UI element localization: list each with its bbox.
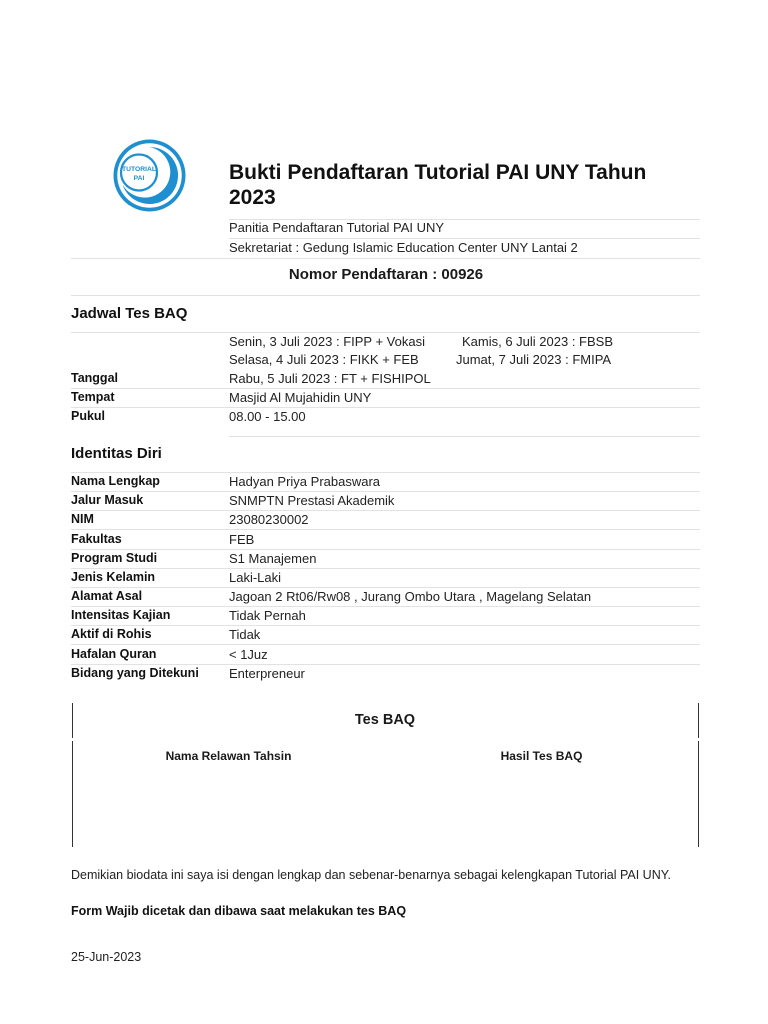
- schedule-heading: Jadwal Tes BAQ: [71, 305, 188, 322]
- identity-heading: Identitas Diri: [71, 445, 162, 462]
- value-jalur-masuk: SNMPTN Prestasi Akademik: [229, 493, 395, 508]
- label-hafalan-quran: Hafalan Quran: [71, 647, 157, 661]
- value-tempat: Masjid Al Mujahidin UNY: [229, 390, 372, 405]
- divider: [71, 407, 700, 408]
- value-hafalan-quran: < 1Juz: [229, 647, 268, 662]
- label-aktif-rohis: Aktif di Rohis: [71, 627, 152, 641]
- value-bidang-ditekuni: Enterpreneur: [229, 666, 305, 681]
- value-jenis-kelamin: Laki-Laki: [229, 570, 282, 585]
- document-date: 25-Jun-2023: [71, 950, 142, 964]
- baq-table-title: Tes BAQ: [354, 712, 416, 728]
- logo-text-bottom: PAI: [133, 175, 145, 182]
- value-alamat-asal: Jagoan 2 Rt06/Rw08 , Jurang Ombo Utara , Magelang Selatan: [229, 589, 592, 604]
- label-program-studi: Program Studi: [71, 551, 158, 565]
- schedule-date-1: Senin, 3 Juli 2023 : FIPP + Vokasi: [229, 334, 425, 349]
- label-tempat: Tempat: [71, 390, 115, 404]
- column-header-relawan: Nama Relawan Tahsin: [165, 749, 292, 763]
- label-pukul: Pukul: [71, 409, 106, 423]
- value-program-studi: S1 Manajemen: [229, 551, 317, 566]
- schedule-date-5: Jumat, 7 Juli 2023 : FMIPA: [456, 352, 612, 367]
- print-note: Form Wajib dicetak dan dibawa saat melakukan tes BAQ: [71, 904, 407, 918]
- value-intensitas-kajian: Tidak Pernah: [229, 608, 306, 623]
- organizer-text: Panitia Pendaftaran Tutorial PAI UNY: [229, 220, 445, 235]
- divider: [71, 332, 700, 333]
- label-alamat-asal: Alamat Asal: [71, 589, 143, 603]
- divider: [71, 388, 700, 389]
- value-nama-lengkap: Hadyan Priya Prabaswara: [229, 474, 381, 489]
- label-nim: NIM: [71, 512, 94, 526]
- label-jenis-kelamin: Jenis Kelamin: [71, 570, 156, 584]
- statement-text: Demikian biodata ini saya isi dengan lengkap dan sebenar-benarnya sebagai kelengkapan Tutorial PAI UNY.: [71, 868, 671, 882]
- divider: [71, 295, 700, 296]
- label-fakultas: Fakultas: [71, 532, 122, 546]
- logo-text-top: TUTORIAL: [122, 166, 156, 173]
- value-aktif-rohis: Tidak: [229, 627, 261, 642]
- schedule-date-4: Kamis, 6 Juli 2023 : FBSB: [462, 334, 614, 349]
- secretariat-text: Sekretariat : Gedung Islamic Education Center UNY Lantai 2: [229, 240, 578, 255]
- divider: [71, 258, 700, 259]
- schedule-date-3: Rabu, 5 Juli 2023 : FT + FISHIPOL: [229, 371, 431, 386]
- divider: [229, 436, 700, 437]
- divider: [229, 238, 700, 239]
- schedule-date-2: Selasa, 4 Juli 2023 : FIKK + FEB: [229, 352, 419, 367]
- page-title: Bukti Pendaftaran Tutorial PAI UNY Tahun 2023: [229, 161, 647, 209]
- registration-number: Nomor Pendaftaran : 00926: [288, 266, 484, 283]
- label-tanggal: Tanggal: [71, 371, 118, 385]
- label-intensitas-kajian: Intensitas Kajian: [71, 608, 171, 622]
- label-bidang-ditekuni: Bidang yang Ditekuni: [71, 666, 199, 680]
- label-nama-lengkap: Nama Lengkap: [71, 474, 160, 488]
- column-header-hasil: Hasil Tes BAQ: [500, 749, 583, 763]
- tutorial-pai-logo: [112, 138, 187, 213]
- value-fakultas: FEB: [229, 532, 255, 547]
- divider: [71, 472, 700, 473]
- value-nim: 23080230002: [229, 512, 309, 527]
- label-jalur-masuk: Jalur Masuk: [71, 493, 144, 507]
- value-pukul: 08.00 - 15.00: [229, 409, 306, 424]
